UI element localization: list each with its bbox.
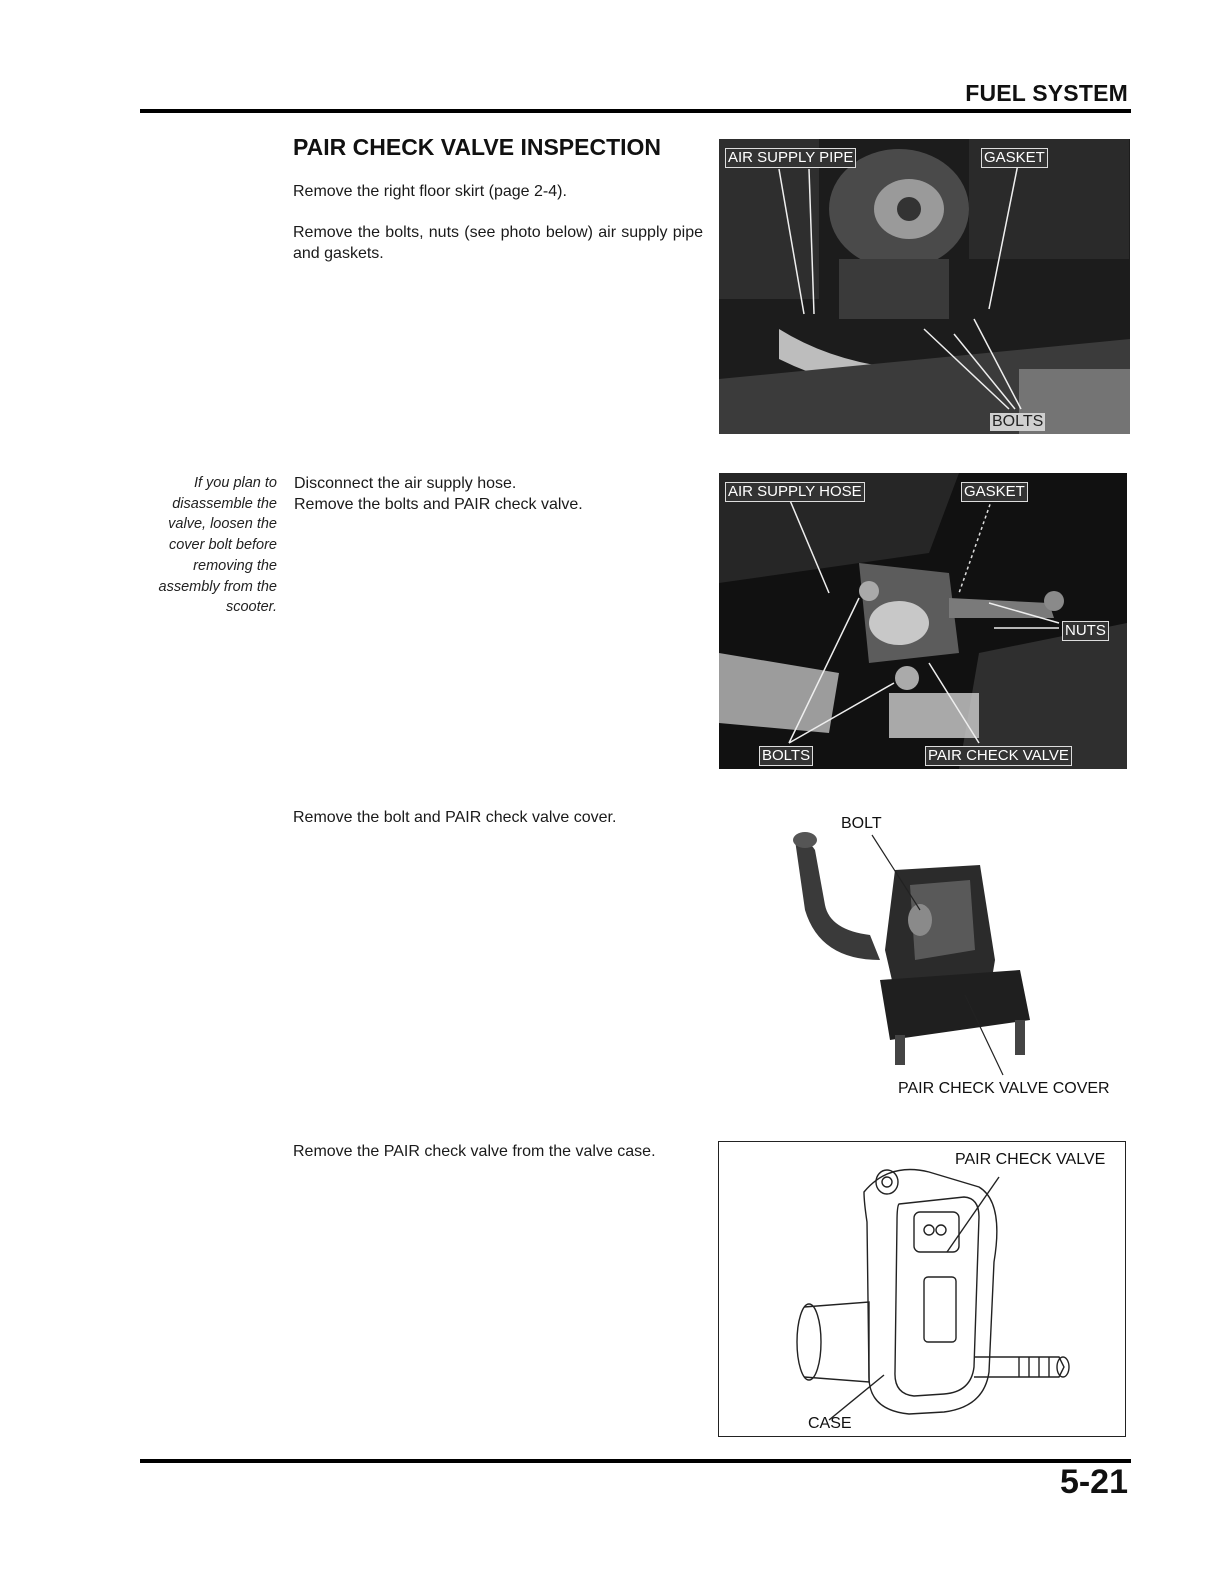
label-pair-check-valve: PAIR CHECK VALVE: [925, 746, 1072, 766]
page-title: PAIR CHECK VALVE INSPECTION: [293, 134, 662, 160]
footer-rule: [140, 1459, 1131, 1463]
figure-valve-cover: [770, 810, 1130, 1110]
label-nuts: NUTS: [1062, 621, 1109, 641]
figure-air-supply-pipe-photo: [719, 139, 1130, 434]
case-illustration: [719, 1142, 1124, 1435]
label-pair-check-valve-cover: PAIR CHECK VALVE COVER: [898, 1080, 1110, 1097]
label-pair-check-valve: PAIR CHECK VALVE: [955, 1151, 1106, 1168]
step-remove-from-case: Remove the PAIR check valve from the valve case.: [293, 1143, 656, 1160]
side-note-line: cover bolt before: [168, 537, 277, 554]
side-note-line: If you plan to: [193, 475, 277, 491]
step-remove-check-valve: Remove the bolts and PAIR check valve.: [294, 496, 583, 513]
side-note-line: assembly from the: [158, 578, 277, 595]
label-case: CASE: [808, 1415, 852, 1432]
side-note-line: disassemble the: [172, 495, 277, 512]
label-bolts: BOLTS: [992, 413, 1044, 430]
label-air-supply-hose: AIR SUPPLY HOSE: [725, 482, 865, 502]
photo-illustration: [719, 139, 1130, 434]
step-remove-cover: Remove the bolt and PAIR check valve cover.: [293, 809, 617, 826]
label-bolt: BOLT: [841, 815, 882, 832]
step-remove-bolts-nuts: Remove the bolts, nuts (see photo below) air supply pipe and gaskets.: [293, 224, 703, 262]
label-gasket: GASKET: [961, 482, 1028, 502]
side-note-line: valve, loosen the: [168, 516, 277, 533]
figure-check-valve-photo: [719, 473, 1127, 769]
side-note-line: scooter.: [225, 599, 277, 616]
side-note-line: removing the: [193, 557, 277, 574]
page-number: 5-21: [1059, 1463, 1128, 1501]
section-header: FUEL SYSTEM: [965, 80, 1128, 106]
header-rule: [140, 109, 1131, 113]
cover-illustration: [770, 810, 1130, 1110]
step-disconnect-hose: Disconnect the air supply hose.: [294, 475, 517, 492]
label-gasket: GASKET: [981, 148, 1048, 168]
label-air-supply-pipe: AIR SUPPLY PIPE: [725, 148, 856, 168]
step-remove-floor-skirt: Remove the right floor skirt (page 2-4).: [293, 183, 567, 200]
figure-valve-case: [718, 1141, 1126, 1437]
side-note: [107, 473, 277, 618]
label-bolts: BOLTS: [759, 746, 813, 766]
